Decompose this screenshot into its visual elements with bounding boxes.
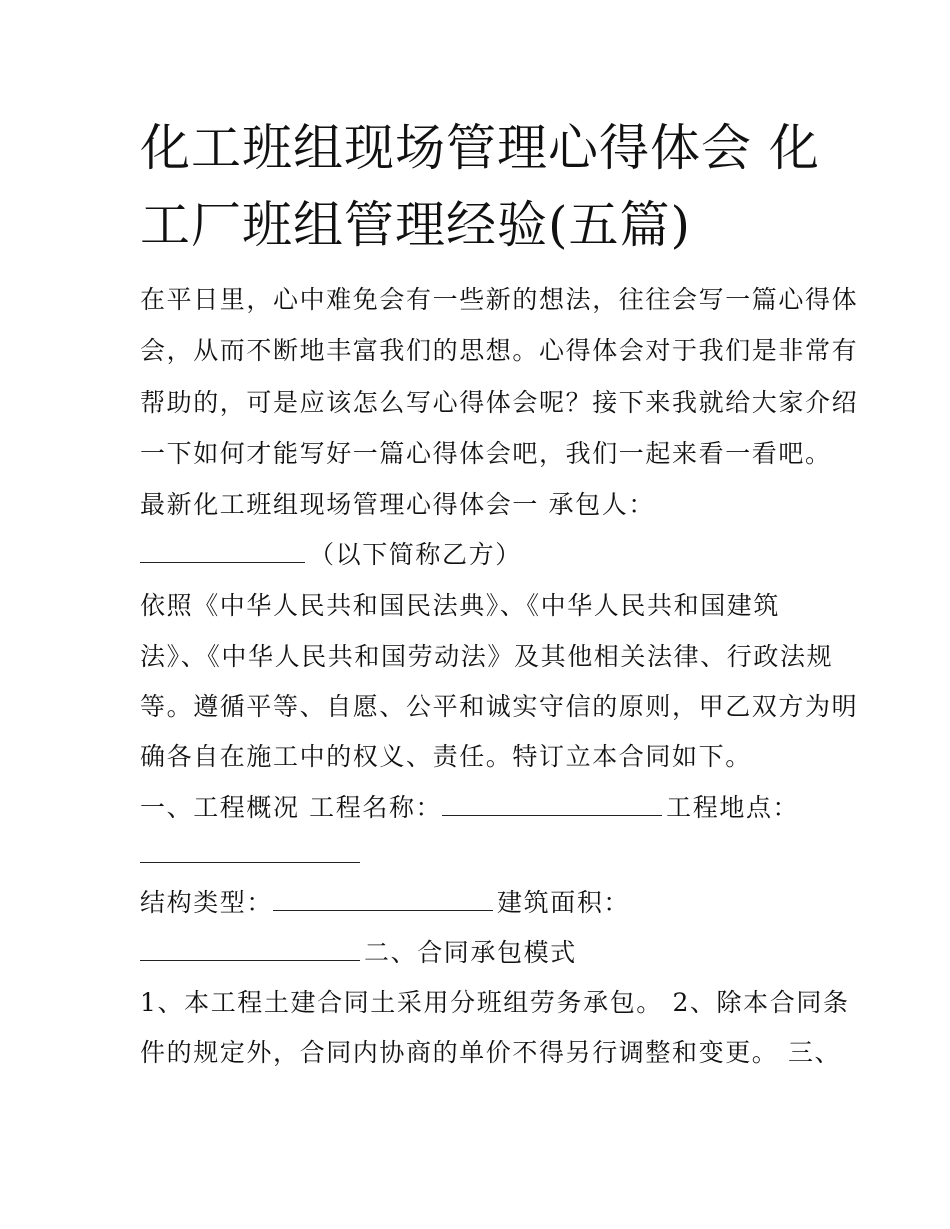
- paragraph-line: 等。遵循平等、自愿、公平和诚实守信的原则，甲乙双方为明: [140, 692, 859, 721]
- paragraph-line: 在平日里，心中难免会有一些新的想法，往往会写一篇心得体: [140, 285, 859, 314]
- paragraph-line: [140, 538, 522, 572]
- document-title-line-2: 工厂班组管理经验(五篇): [140, 196, 692, 254]
- blank-underline: [273, 886, 493, 911]
- paragraph-line: 法》、《中华人民共和国劳动法》及其他相关法律、行政法规: [140, 642, 834, 671]
- line-text: 结构类型：: [140, 888, 274, 917]
- blank-underline: [442, 791, 662, 816]
- paragraph-line: [140, 936, 577, 970]
- blank-underline: [140, 538, 305, 563]
- paragraph-line: 最新化工班组现场管理心得体会一 承包人：: [140, 490, 655, 519]
- line-text: 一、工程概况 工程名称：: [140, 793, 443, 822]
- paragraph-line: 依照《中华人民共和国民法典》、《中华人民共和国建筑: [140, 591, 781, 620]
- line-text: （以下简称乙方）: [309, 540, 522, 569]
- paragraph-line: 一下如何才能写好一篇心得体会吧，我们一起来看一看吧。: [140, 439, 832, 468]
- document-title-line-1: 化工班组现场管理心得体会 化: [140, 119, 820, 177]
- blank-underline: [140, 936, 360, 961]
- paragraph-line: [140, 838, 364, 872]
- paragraph-line: 件的规定外，合同内协商的单价不得另行调整和变更。 三、: [140, 1038, 842, 1067]
- line-text: 工程地点：: [666, 793, 800, 822]
- blank-underline: [140, 838, 360, 863]
- paragraph-line: 1、本工程土建合同土采用分班组劳务承包。 2、除本合同条: [140, 988, 850, 1017]
- paragraph-line: [140, 791, 799, 825]
- paragraph-line: [140, 886, 630, 920]
- paragraph-line: 确各自在施工中的权义、责任。特订立本合同如下。: [140, 742, 752, 771]
- line-text: 二、合同承包模式: [364, 938, 577, 967]
- paragraph-line: 会，从而不断地丰富我们的思想。心得体会对于我们是非常有: [140, 336, 859, 365]
- line-text: 建筑面积：: [497, 888, 631, 917]
- paragraph-line: 帮助的，可是应该怎么写心得体会呢？接下来我就给大家介绍: [140, 388, 859, 417]
